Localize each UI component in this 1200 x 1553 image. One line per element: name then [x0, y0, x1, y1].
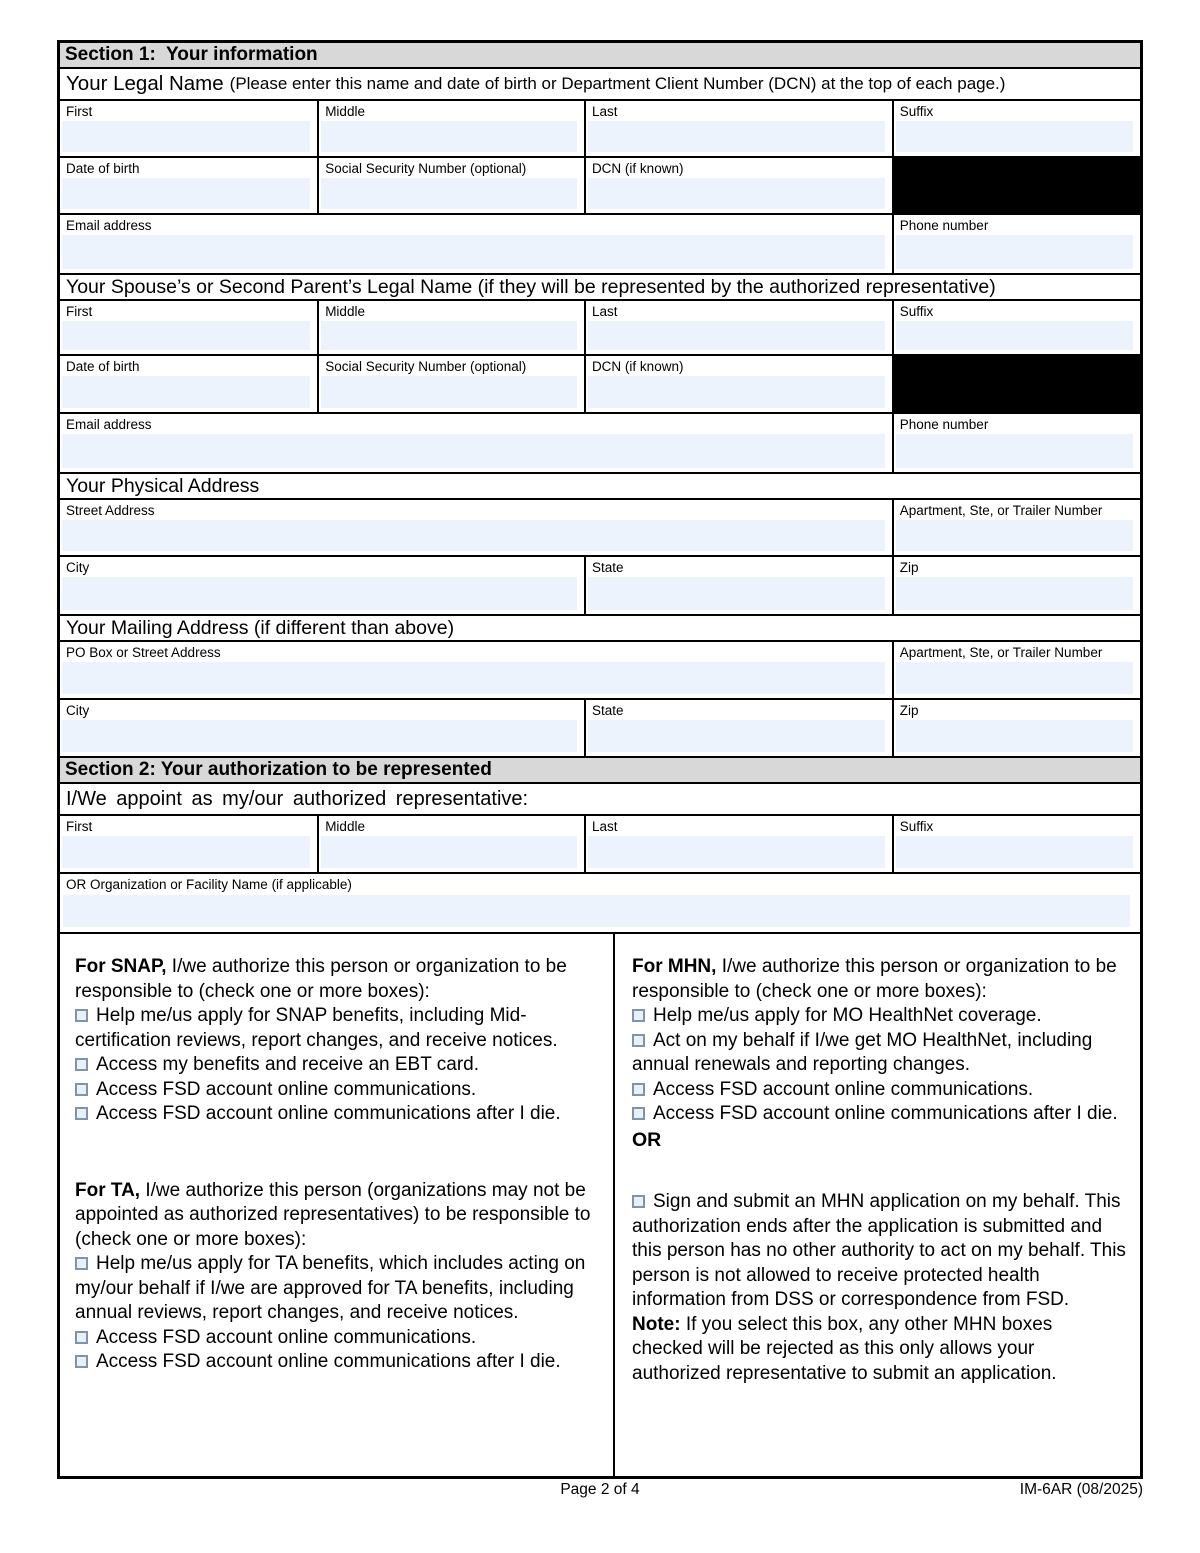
mailing-city-input[interactable]	[62, 720, 577, 752]
mhn-sign-submit-checkbox[interactable]	[632, 1195, 645, 1208]
organization-row	[60, 874, 1140, 934]
mhn-block	[632, 955, 1126, 1127]
snap-option-fsd-online-label: Access FSD account online communications.	[96, 1078, 477, 1100]
mailing-city-cell	[60, 700, 586, 756]
apartment-label: Apartment, Ste, or Trailer Number	[899, 503, 1103, 518]
spouse-first-input[interactable]	[62, 321, 310, 350]
mhn-column	[615, 934, 1140, 1476]
snap-option-fsd-after-death	[75, 1102, 596, 1127]
middle-label: Middle	[325, 104, 365, 119]
dob-label: Date of birth	[66, 359, 140, 374]
mhn-option-act	[632, 1029, 1126, 1078]
organization-name-input[interactable]	[63, 895, 1130, 927]
ta-option-apply-label: Help me/us apply for TA benefits, which includes acting on my/our behalf if I/we are approved for TA benefits, including annual reviews, report changes, and receive notices.	[75, 1253, 586, 1323]
spouse-last-input[interactable]	[588, 321, 885, 350]
state-label: State	[591, 560, 624, 575]
dcn-label: DCN (if known)	[591, 161, 684, 176]
phone-label: Phone number	[899, 218, 989, 233]
spouse-dob-row	[60, 356, 1140, 414]
physical-street-row	[60, 500, 1140, 557]
applicant-dob-input[interactable]	[62, 178, 310, 209]
applicant-email-input[interactable]	[62, 235, 885, 269]
mhn-option-act-label: Act on my behalf if I/we get MO HealthNet, including annual renewals and reporting changes.	[632, 1029, 1093, 1075]
authorization-columns	[60, 934, 1140, 1476]
mhn-act-on-behalf-checkbox[interactable]	[632, 1034, 645, 1047]
ta-block	[75, 1179, 596, 1375]
snap-intro-text: I/we authorize this person or organization to be responsible to (check one or more boxes):	[75, 956, 567, 1002]
physical-apt-cell	[894, 500, 1140, 555]
ta-apply-checkbox[interactable]	[75, 1257, 88, 1270]
snap-option-apply-label: Help me/us apply for SNAP benefits, including Mid-certification reviews, report changes, and receive notices.	[75, 1005, 558, 1051]
street-label: Street Address	[66, 503, 155, 518]
po-street-label: PO Box or Street Address	[66, 645, 221, 660]
mhn-fsd-after-death-checkbox[interactable]	[632, 1107, 645, 1120]
spouse-first-cell	[60, 301, 319, 354]
mailing-address-heading-row	[60, 616, 1140, 642]
suffix-label: Suffix	[899, 104, 934, 119]
ssn-label: Social Security Number (optional)	[325, 359, 527, 374]
ta-intro-text: I/we authorize this person (organizations may not be appointed as authorized representatives) to be responsible to (check one or more boxes):	[75, 1179, 591, 1250]
mhn-fsd-online-checkbox[interactable]	[632, 1083, 645, 1096]
mailing-apt-input[interactable]	[896, 662, 1133, 694]
rep-first-input[interactable]	[62, 836, 310, 868]
mhn-option-sign-submit	[632, 1190, 1126, 1313]
ta-option-fsd-after-death	[75, 1350, 596, 1375]
ta-option-fsd-online	[75, 1326, 596, 1351]
ta-fsd-after-death-checkbox[interactable]	[75, 1355, 88, 1368]
mhn-option-sign-submit-label: Sign and submit an MHN application on my behalf. This authorization ends after the application is submitted and this person has no other authority to act on my behalf. This person is not allowed to receive protected health information from DSS or correspondence from FSD.	[632, 1191, 1126, 1310]
section2-header: Section 2: Your authorization to be represented	[60, 758, 1140, 784]
spouse-phone-input[interactable]	[896, 434, 1133, 468]
mailing-address-heading: Your Mailing Address (if different than above)	[66, 616, 455, 639]
snap-intro	[75, 955, 596, 1004]
mailing-zip-cell	[894, 700, 1140, 756]
suffix-label: Suffix	[899, 304, 934, 319]
ta-fsd-online-checkbox[interactable]	[75, 1331, 88, 1344]
physical-street-cell	[60, 500, 894, 555]
rep-suffix-cell	[894, 816, 1140, 872]
applicant-name-row	[60, 101, 1140, 158]
applicant-first-cell	[60, 101, 319, 156]
spouse-heading: Your Spouse’s or Second Parent’s Legal Name (if they will be represented by the authorized representative)	[66, 275, 996, 298]
applicant-middle-cell	[319, 101, 586, 156]
spouse-ssn-input[interactable]	[321, 376, 577, 408]
representative-name-row	[60, 816, 1140, 874]
rep-middle-cell	[319, 816, 586, 872]
snap-option-fsd-online	[75, 1078, 596, 1103]
snap-ebt-checkbox[interactable]	[75, 1058, 88, 1071]
section1-header: Section 1: Your information	[60, 43, 1140, 69]
applicant-phone-input[interactable]	[896, 235, 1133, 269]
dob-label: Date of birth	[66, 161, 140, 176]
physical-address-heading-row	[60, 474, 1140, 500]
physical-state-input[interactable]	[588, 577, 885, 610]
applicant-contact-row	[60, 215, 1140, 275]
applicant-dob-cell	[60, 158, 319, 213]
mailing-apt-cell	[894, 642, 1140, 698]
middle-label: Middle	[325, 304, 365, 319]
first-label: First	[66, 819, 93, 834]
appoint-heading: I/We appoint as my/our authorized representative:	[66, 787, 529, 810]
snap-option-fsd-after-death-label: Access FSD account online communications after I die.	[96, 1103, 561, 1124]
redaction-box	[894, 356, 1140, 412]
spouse-email-cell	[60, 414, 894, 472]
last-label: Last	[591, 104, 618, 119]
ssn-label: Social Security Number (optional)	[325, 161, 527, 176]
email-label: Email address	[66, 218, 152, 233]
spouse-dcn-cell	[586, 356, 894, 412]
physical-city-cell	[60, 557, 586, 614]
applicant-dcn-input[interactable]	[588, 178, 885, 209]
rep-last-cell	[586, 816, 894, 872]
rep-last-input[interactable]	[588, 836, 885, 868]
mhn-intro	[632, 955, 1126, 1004]
spouse-dob-input[interactable]	[62, 376, 310, 408]
physical-city-input[interactable]	[62, 577, 577, 610]
suffix-label: Suffix	[899, 819, 934, 834]
ta-option-fsd-after-death-label: Access FSD account online communications after I die.	[96, 1351, 561, 1372]
applicant-ssn-cell	[319, 158, 586, 213]
physical-city-row	[60, 557, 1140, 616]
mailing-street-input[interactable]	[62, 662, 885, 694]
physical-zip-input[interactable]	[896, 577, 1133, 610]
zip-label: Zip	[899, 560, 919, 575]
mhn-apply-checkbox[interactable]	[632, 1009, 645, 1022]
legal-name-title: Your Legal Name	[66, 72, 224, 95]
snap-lead: For SNAP,	[75, 956, 167, 977]
mhn-option-apply	[632, 1004, 1126, 1029]
ta-lead: For TA,	[75, 1179, 141, 1201]
applicant-first-input[interactable]	[62, 121, 310, 152]
snap-fsd-online-checkbox[interactable]	[75, 1083, 88, 1096]
zip-label: Zip	[899, 703, 919, 718]
applicant-last-cell	[586, 101, 894, 156]
mhn-sign-note-lead: Note:	[632, 1313, 681, 1335]
legal-name-note: (Please enter this name and date of birth or Department Client Number (DCN) at the top of each page.)	[229, 74, 1006, 93]
spouse-middle-input[interactable]	[321, 321, 577, 350]
spouse-ssn-cell	[319, 356, 586, 412]
snap-ta-column	[60, 934, 615, 1476]
applicant-last-input[interactable]	[588, 121, 885, 152]
mhn-intro-text: I/we authorize this person or organization to be responsible to (check one or more boxes):	[632, 956, 1117, 1002]
spouse-phone-cell	[894, 414, 1140, 472]
page-footer	[0, 1481, 1200, 1499]
spouse-contact-row	[60, 414, 1140, 474]
physical-street-input[interactable]	[62, 520, 885, 551]
snap-option-ebt-label: Access my benefits and receive an EBT card.	[96, 1054, 479, 1075]
mailing-zip-input[interactable]	[896, 720, 1133, 752]
mhn-sign-note	[632, 1313, 1126, 1387]
spouse-heading-row	[60, 275, 1140, 301]
physical-state-cell	[586, 557, 894, 614]
last-label: Last	[591, 304, 618, 319]
snap-option-ebt	[75, 1053, 596, 1078]
mhn-lead: For MHN,	[632, 956, 717, 977]
spouse-name-row	[60, 301, 1140, 356]
physical-zip-cell	[894, 557, 1140, 614]
physical-address-heading: Your Physical Address	[66, 474, 260, 497]
spouse-middle-cell	[319, 301, 586, 354]
snap-fsd-after-death-checkbox[interactable]	[75, 1107, 88, 1120]
applicant-dcn-cell	[586, 158, 894, 213]
mailing-street-row	[60, 642, 1140, 700]
apartment-label: Apartment, Ste, or Trailer Number	[899, 645, 1103, 660]
first-label: First	[66, 304, 93, 319]
city-label: City	[66, 703, 90, 718]
phone-label: Phone number	[899, 417, 989, 432]
spouse-dcn-input[interactable]	[588, 376, 885, 408]
spouse-dob-cell	[60, 356, 319, 412]
ta-option-fsd-online-label: Access FSD account online communications.	[96, 1326, 477, 1348]
applicant-dob-row	[60, 158, 1140, 215]
email-label: Email address	[66, 417, 152, 432]
dcn-label: DCN (if known)	[591, 359, 684, 374]
applicant-ssn-input[interactable]	[321, 178, 577, 209]
spouse-email-input[interactable]	[62, 434, 885, 468]
applicant-phone-cell	[894, 215, 1140, 273]
physical-apt-input[interactable]	[896, 520, 1133, 551]
ta-intro	[75, 1179, 596, 1253]
ta-option-apply	[75, 1252, 596, 1326]
mailing-city-row	[60, 700, 1140, 758]
snap-apply-checkbox[interactable]	[75, 1009, 88, 1022]
or-separator: OR	[632, 1128, 662, 1151]
applicant-suffix-cell	[894, 101, 1140, 156]
state-label: State	[591, 703, 624, 718]
redaction-box	[894, 158, 1140, 213]
mailing-state-cell	[586, 700, 894, 756]
spouse-suffix-input[interactable]	[896, 321, 1133, 350]
mhn-option-fsd-after-death-label: Access FSD account online communications after I die.	[653, 1103, 1118, 1124]
mhn-sign-note-text: If you select this box, any other MHN boxes checked will be rejected as this only allows your authorized representative to submit an application.	[632, 1313, 1057, 1384]
applicant-middle-input[interactable]	[321, 121, 577, 152]
city-label: City	[66, 560, 90, 575]
mhn-option-fsd-online	[632, 1078, 1126, 1103]
spouse-last-cell	[586, 301, 894, 354]
applicant-suffix-input[interactable]	[896, 121, 1133, 152]
rep-suffix-input[interactable]	[896, 836, 1133, 868]
first-label: First	[66, 104, 93, 119]
spouse-suffix-cell	[894, 301, 1140, 354]
mhn-option-fsd-after-death	[632, 1102, 1126, 1127]
middle-label: Middle	[325, 819, 365, 834]
page-number: Page 2 of 4	[560, 1481, 640, 1498]
rep-first-cell	[60, 816, 319, 872]
mhn-option-apply-label: Help me/us apply for MO HealthNet coverage.	[653, 1005, 1042, 1026]
form-number: IM-6AR (08/2025)	[1019, 1481, 1143, 1498]
im6ar-form	[57, 40, 1143, 1479]
snap-block	[75, 955, 596, 1127]
mhn-option-fsd-online-label: Access FSD account online communications.	[653, 1078, 1034, 1100]
legal-name-heading-row	[60, 69, 1140, 101]
rep-middle-input[interactable]	[321, 836, 577, 868]
snap-option-apply	[75, 1004, 596, 1053]
applicant-email-cell	[60, 215, 894, 273]
appoint-heading-row	[60, 784, 1140, 816]
organization-label: OR Organization or Facility Name (if applicable)	[66, 877, 352, 892]
mailing-street-cell	[60, 642, 894, 698]
mailing-state-input[interactable]	[588, 720, 885, 752]
last-label: Last	[591, 819, 618, 834]
mhn-sign-block	[632, 1190, 1126, 1386]
